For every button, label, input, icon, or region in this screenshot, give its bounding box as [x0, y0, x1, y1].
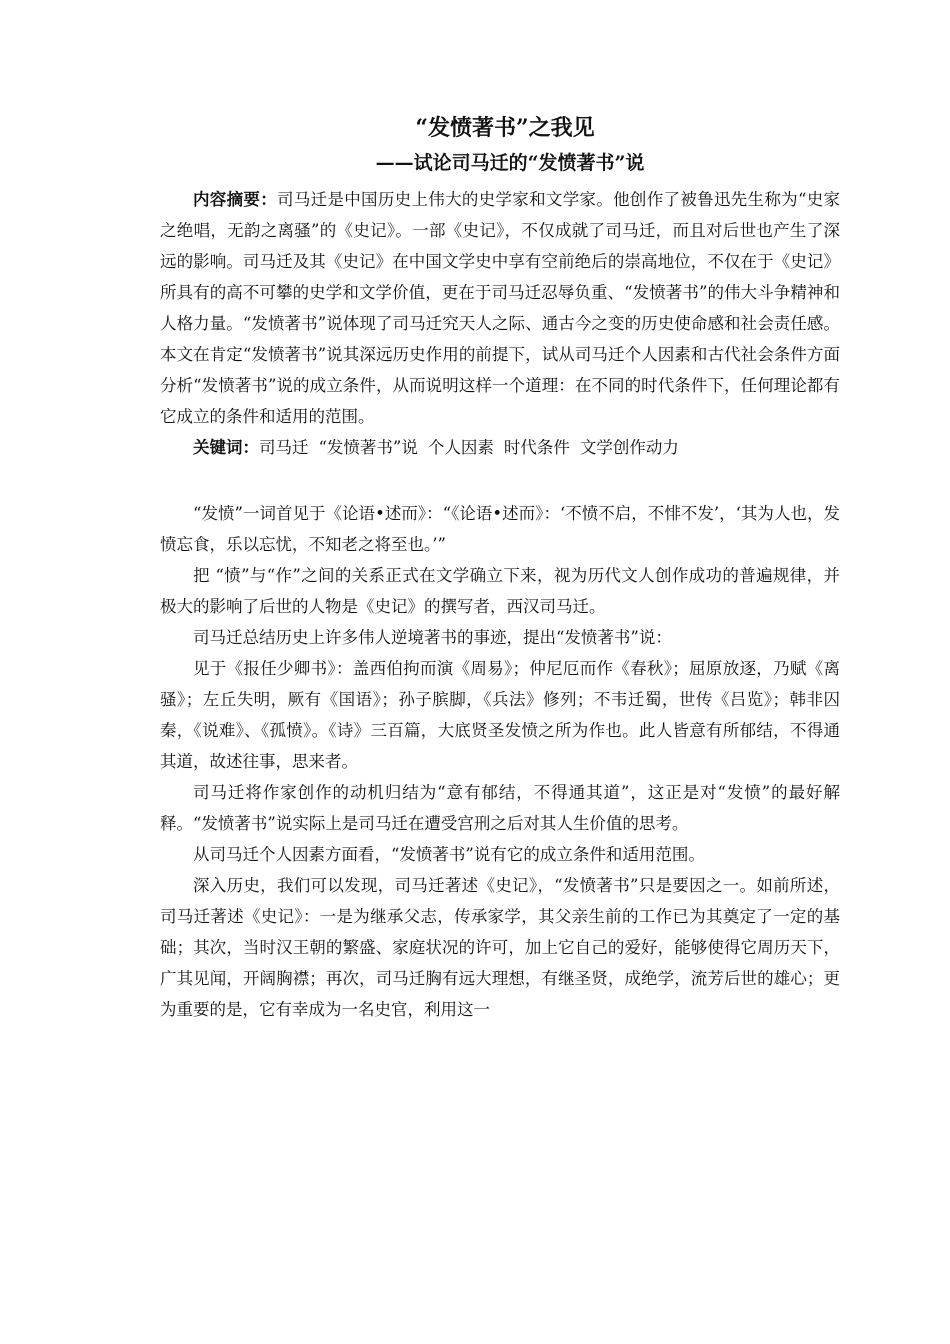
body-paragraph: 司马迁将作家创作的动机归结为“意有郁结，不得通其道”，这正是对“发愤”的最好解释。“发愤著书”说实际上是司马迁在遭受宫刑之后对其人生价值的思考。 [160, 783, 840, 833]
keyword-item: 个人因素 [427, 438, 494, 457]
body-paragraph: 深入历史，我们可以发现，司马迁著述《史记》，“发愤著书”只是要因之一。如前所述，司马迁著述《史记》：一是为继承父志，传承家学，其父亲生前的工作已为其奠定了一定的基础；其次，当时汉王朝的繁盛、家庭状况的许可，加上它自己的爱好，能够使得它周历天下，广其见闻，开阔胸襟；再次，司马迁胸有远大理想，有继圣贤，成绝学，流芳后世的雄心；更为重要的是，它有幸成为一名史官，利用这一 [160, 876, 840, 1019]
keywords-label: 关键词： [193, 438, 259, 457]
document-title: “发愤著书”之我见 [415, 115, 595, 141]
keywords-line [160, 432, 840, 463]
abstract-paragraph [160, 184, 840, 432]
keyword-item: “发愤著书”说 [318, 438, 418, 457]
keyword-item: 时代条件 [503, 438, 570, 457]
body-paragraph: 见于《报任少卿书》：盖西伯拘而演《周易》；仲尼厄而作《春秋》；屈原放逐，乃赋《离骚》；左丘失明，厥有《国语》；孙子膑脚，《兵法》修列；不韦迁蜀，世传《吕览》；韩非囚秦，《说难》、《孤愤》。《诗》三百篇，大底贤圣发愤之所为作也。此人皆意有所郁结，不得通其道，故述往事，思来者。 [160, 659, 840, 771]
body-paragraph: “发愤”一词首见于《论语•述而》：“《论语•述而》：‘不愤不启，不悱不发’，‘其为人也，发愤忘食，乐以忘忧，不知老之将至也。’” [160, 504, 840, 554]
body-paragraph: 把 “愤”与“作”之间的关系正式在文学确立下来，视为历代文人创作成功的普遍规律，并极大的影响了后世的人物是《史记》的撰写者，西汉司马迁。 [160, 566, 840, 616]
keyword-item: 司马迁 [259, 438, 309, 457]
body-paragraph: 从司马迁个人因素方面看，“发愤著书”说有它的成立条件和适用范围。 [193, 845, 705, 864]
body-text [160, 498, 840, 1025]
abstract-label: 内容摘要： [193, 190, 278, 209]
body-paragraph: 司马迁总结历史上许多伟人逆境著书的事迹，提出“发愤著书”说： [193, 628, 672, 647]
section-spacer [160, 463, 840, 494]
keyword-item: 文学创作动力 [579, 438, 679, 457]
document-subtitle: ——试论司马迁的“发愤著书”说 [375, 152, 645, 174]
document-page [160, 110, 840, 1025]
abstract-text: 司马迁是中国历史上伟大的史学家和文学家。他创作了被鲁迅先生称为“史家之绝唱，无韵之离骚”的《史记》。一部《史记》，不仅成就了司马迁，而且对后世也产生了深远的影响。司马迁及其《史记》在中国文学史中享有空前绝后的崇高地位，不仅在于《史记》所具有的高不可攀的史学和文学价值，更在于司马迁忍辱负重、“发愤著书”的伟大斗争精神和人格力量。“发愤著书”说体现了司马迁究天人之际、通古今之变的历史使命感和社会责任感。本文在肯定“发愤著书”说其深远历史作用的前提下，试从司马迁个人因素和古代社会条件方面分析“发愤著书”说的成立条件，从而说明这样一个道理：在不同的时代条件下，任何理论都有它成立的条件和适用的范围。 [160, 190, 841, 426]
